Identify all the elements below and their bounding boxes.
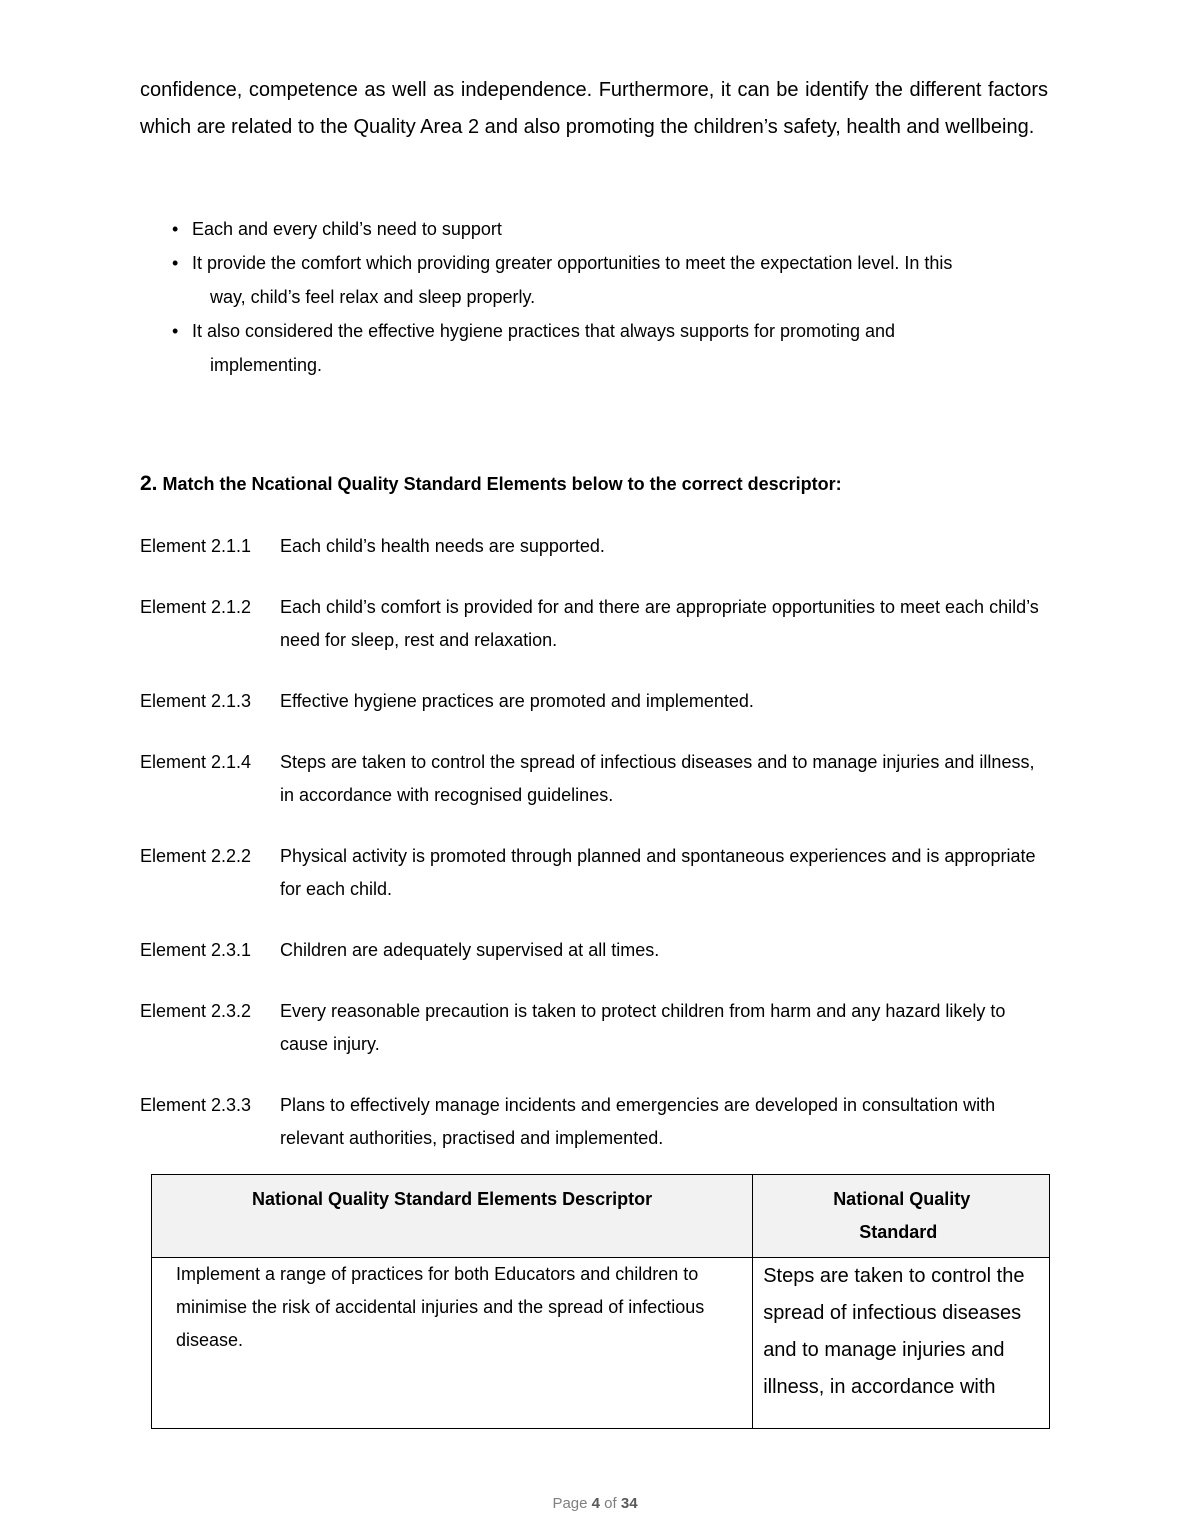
question-number: 2. — [140, 472, 158, 495]
bullet-text: It also considered the effective hygiene practices that always supports for promoting and — [192, 321, 896, 341]
element-code: Element 2.1.1 — [140, 536, 252, 556]
intro-paragraph: confidence, competence as well as independence. Furthermore, it can be identify the different factors which are related to the Quality Area 2 and also promoting the children’s safety, health and wellbeing. — [140, 79, 1048, 138]
bullet-text: Each and every child’s need to support — [192, 219, 502, 239]
element-desc: Effective hygiene practices are promoted and implemented. — [280, 691, 754, 711]
element-row — [140, 934, 1048, 995]
table-header-standard — [753, 1175, 1050, 1258]
element-code: Element 2.3.2 — [140, 1001, 252, 1021]
element-desc: Steps are taken to control the spread of infectious diseases and to manage injuries and illness, in accordance with recognised guidelines. — [280, 752, 1035, 805]
element-row — [140, 1089, 1048, 1155]
footer-of-word: of — [604, 1495, 617, 1512]
element-code: Element 2.3.1 — [140, 940, 252, 960]
bullet-text-continued: implementing. — [210, 355, 323, 375]
page-footer — [0, 1495, 1190, 1512]
element-row — [140, 530, 1048, 591]
footer-total-pages: 34 — [620, 1495, 638, 1512]
nqs-table — [151, 1174, 1050, 1429]
elements-list — [140, 530, 1048, 1155]
element-code: Element 2.3.3 — [140, 1095, 252, 1115]
list-item — [172, 314, 1048, 382]
table-cell-standard: Steps are taken to control the spread of infectious diseases and to manage injuries and illness, in accordance with — [753, 1258, 1050, 1429]
bullet-text-continued: way, child’s feel relax and sleep properly. — [210, 287, 536, 307]
footer-current-page: 4 — [591, 1495, 600, 1512]
table-header-row — [152, 1175, 1050, 1258]
header-standard-line1: National Quality — [833, 1189, 971, 1209]
element-row — [140, 746, 1048, 840]
element-desc: Plans to effectively manage incidents and emergencies are developed in consultation with relevant authorities, practised and implemented. — [280, 1095, 996, 1148]
element-row — [140, 840, 1048, 934]
table-header-descriptor: National Quality Standard Elements Descriptor — [152, 1175, 753, 1258]
element-row — [140, 995, 1048, 1089]
bullet-list — [172, 212, 1048, 382]
element-desc: Each child’s health needs are supported. — [280, 536, 605, 556]
element-row — [140, 591, 1048, 685]
bullet-icon: • — [172, 219, 179, 239]
question-text: Match the Ncational Quality Standard Elements below to the correct descriptor: — [162, 474, 842, 494]
element-code: Element 2.2.2 — [140, 846, 252, 866]
element-desc: Physical activity is promoted through planned and spontaneous experiences and is appropriate for each child. — [280, 846, 1036, 899]
list-item — [172, 246, 1048, 314]
bullet-icon: • — [172, 321, 179, 341]
bullet-icon: • — [172, 253, 179, 273]
element-code: Element 2.1.4 — [140, 752, 252, 772]
header-standard-line2: Standard — [859, 1222, 938, 1242]
list-item — [172, 212, 1048, 246]
question-heading — [140, 472, 1048, 496]
table-cell-descriptor: Implement a range of practices for both Educators and children to minimise the risk of accidental injuries and the spread of infectious disease. — [152, 1258, 753, 1429]
element-code: Element 2.1.3 — [140, 691, 252, 711]
element-desc: Each child’s comfort is provided for and there are appropriate opportunities to meet each child’s need for sleep, rest and relaxation. — [280, 597, 1039, 650]
footer-page-word: Page — [552, 1495, 588, 1512]
table-row — [152, 1258, 1050, 1429]
element-desc: Every reasonable precaution is taken to protect children from harm and any hazard likely to cause injury. — [280, 1001, 1006, 1054]
element-row — [140, 685, 1048, 746]
element-desc: Children are adequately supervised at all times. — [280, 940, 660, 960]
element-code: Element 2.1.2 — [140, 597, 252, 617]
bullet-text: It provide the comfort which providing greater opportunities to meet the expectation level. In this — [192, 253, 953, 273]
